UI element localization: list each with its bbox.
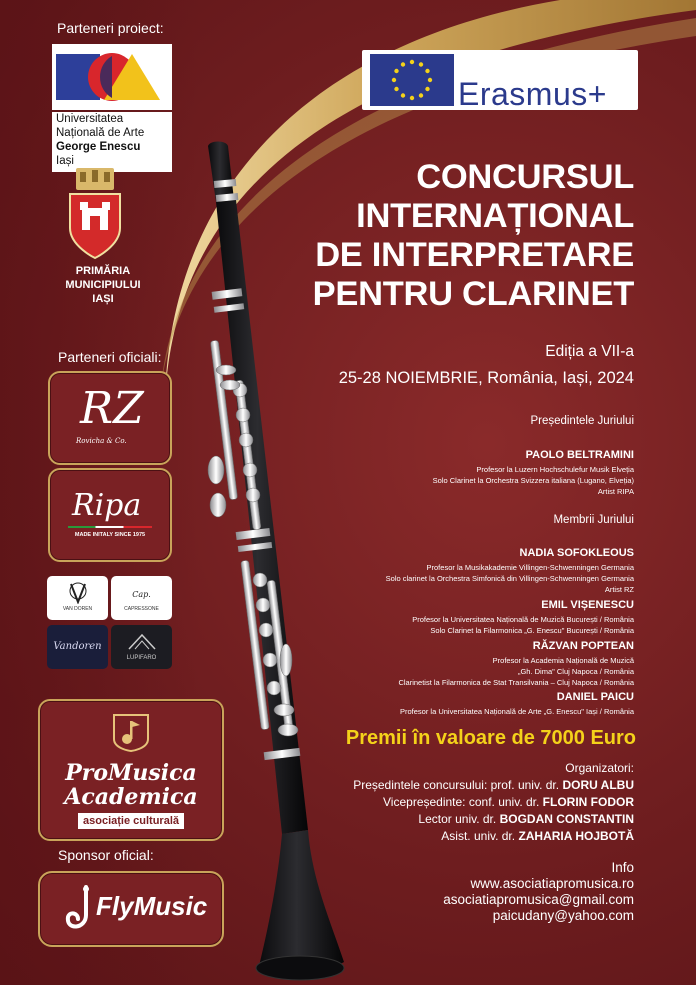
member-detail-line: Solo Clarinet la Filarmonica „G. Enescu" București / România [430,626,634,635]
tile-label: Vandoren [53,641,102,652]
member-detail-line: Solo clarinet la Orchestra Simfonică din Villingen-Schwenningen Germania [385,574,634,583]
primaria-line2: MUNICIPIULUI [65,279,141,291]
vandoren-dark-tile [47,625,108,669]
jury-president-heading: Președintele Juriului [530,415,634,427]
organizer-line [353,777,634,794]
organizer-line [353,811,634,828]
organizers-heading: Organizatori: [565,761,634,775]
signature-mark: Cap. [132,590,151,599]
rz-initials: RZ [80,383,144,434]
member-detail-line: Profesor la Academia Națională de Muzică [492,656,634,665]
jury-president-details [433,464,634,497]
partners-project-label: Parteneri proiect: [57,20,164,36]
info-block [443,860,634,924]
promusica-subtitle: asociație culturală [78,813,184,829]
title-line4: PENTRU CLARINET [312,275,634,313]
prize-banner: Premii în valoare de 7000 Euro [345,727,636,749]
promusica-line2: Academica [64,784,198,810]
vandoren-emblem-icon [69,582,87,604]
jury-member-name: DANIEL PAICU [556,691,634,703]
rz-subtitle: Rovicha & Co. [76,437,127,445]
president-detail-line: Artist RIPA [597,487,634,496]
promusica-logo [38,699,224,841]
tile-label: CAPRESSONE [124,606,159,612]
jury-president-name: PAOLO BELTRAMINI [525,449,634,461]
rz-partner-logo [48,371,172,465]
official-partners-label: Parteneri oficiali: [58,349,162,365]
competition-title [313,158,634,314]
jury-member-details [386,562,634,595]
organizer-name: DORU ALBU [562,778,634,792]
organizer-role: Vicepreședinte: conf. univ. dr. [383,795,543,809]
flymusic-wordmark: FlyMusic [96,891,208,921]
music-note-icon [110,709,152,753]
member-detail-line: Clarinetist la Filarmonica de Stat Transilvania – Cluj Napoca / România [398,678,634,687]
primaria-name [58,264,148,306]
vandoren-tile [47,576,108,620]
university-line1: Universitatea Națională de Arte [56,113,145,139]
lupifaro-tile [111,625,172,669]
president-detail-line: Profesor la Luzern Hochschulefur Musik Elveția [476,465,634,474]
lupifaro-emblem-icon [127,633,157,651]
organizer-role: Președintele concursului: prof. univ. dr. [353,778,563,792]
coat-of-arms-icon [62,166,128,262]
edition: Ediția a VII-a [545,343,634,360]
flymusic-logo [38,871,224,947]
ripa-wordmark: Ripa [72,488,142,523]
university-name [52,112,172,172]
organizer-name: ZAHARIA HOJBOTĂ [518,829,634,843]
member-detail-line: „Gh. Dima" Cluj Napoca / România [517,667,634,676]
jury-member-details [400,706,634,717]
saxophone-icon [62,885,98,935]
organizer-name: BOGDAN CONSTANTIN [499,812,634,826]
primaria-line1: PRIMĂRIA [75,265,131,277]
promusica-line1: ProMusica [65,760,197,786]
organizer-line [353,828,634,845]
event-dates: 25-28 NOIEMBRIE, România, Iași, 2024 [338,369,634,387]
info-heading: Info [611,860,634,875]
capressone-tile [111,576,172,620]
member-detail-line: Artist RZ [604,585,634,594]
organizer-name: FLORIN FODOR [542,795,634,809]
italian-flag-stripe [68,526,152,528]
president-detail-line: Solo Clarinet la Orchestra Svizzera italiana (Lugano, Elveția) [432,476,634,485]
tile-label: LUPIFARO [126,655,157,661]
email-link[interactable]: asociatiapromusica@gmail.com [443,892,634,907]
member-detail-line: Profesor la Universitatea Națională de Muzică București / România [412,615,634,624]
university-line2: George Enescu [56,141,141,153]
university-line3: Iași [56,155,74,167]
primaria-line3: IAȘI [92,293,114,305]
erasmus-wordmark: Erasmus+ [458,76,607,112]
organizers-block [353,760,634,845]
eu-flag-icon [370,54,454,106]
unage-logo [52,44,172,110]
title-line3: DE INTERPRETARE [315,236,634,274]
title-line2: INTERNAȚIONAL [356,197,634,235]
member-detail-line: Profesor la Universitatea Națională de Arte „G. Enescu" Iași / România [399,707,634,716]
unage-logo-icon [52,44,172,110]
organizer-role: Lector univ. dr. [418,812,500,826]
iasi-coat-of-arms [62,166,128,262]
ripa-tagline: MADE INITALY SINCE 1975 [74,532,146,538]
tile-label: VAN DOREN [62,606,93,612]
ripa-partner-logo [48,468,172,562]
organizer-role: Asist. univ. dr. [441,829,519,843]
jury-member-name: NADIA SOFOKLEOUS [519,547,634,559]
email-link[interactable]: paicudany@yahoo.com [492,908,634,923]
jury-member-name: RĂZVAN POPTEAN [532,640,634,652]
member-detail-line: Profesor la Musikakademie Villingen-Schwenningen Germania [426,563,634,572]
jury-member-details [398,655,634,688]
jury-member-name: EMIL VIȘENESCU [541,599,634,611]
jury-members-heading: Membrii Juriului [553,514,634,526]
title-line1: CONCURSUL [416,158,634,196]
organizer-line [353,794,634,811]
website-link[interactable]: www.asociatiapromusica.ro [470,876,634,891]
sponsor-label: Sponsor oficial: [58,847,154,863]
jury-member-details [412,614,634,636]
